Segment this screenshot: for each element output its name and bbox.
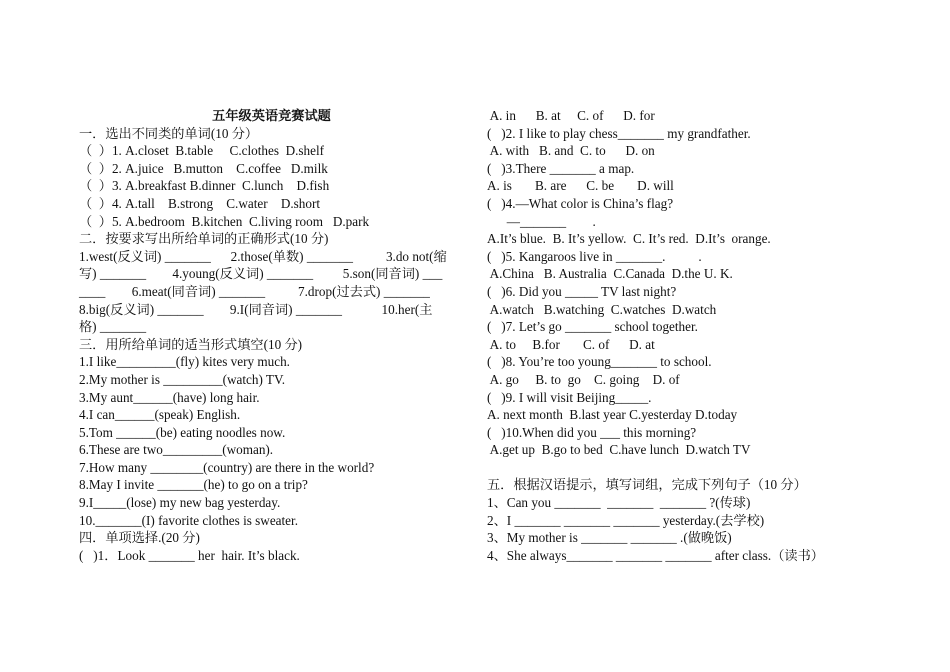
question-line: 2.My mother is _________(watch) TV. [79,371,286,387]
question-line: 4、She always_______ _______ _______ after class.（读书） [487,547,824,563]
question-line: 写) _______ 4.young(反义词) _______ 5.son(同音词) ___ [79,266,443,282]
question-line: ( )7. Let’s go _______ school together. [487,319,698,335]
question-line: 1.I like_________(fly) kites very much. [79,354,290,370]
question-line: 6.These are two_________(woman). [79,442,274,458]
question-line: A. go B. to go C. going D. of [487,371,680,387]
question-line: 格) _______ [79,319,147,335]
question-line: 8.big(反义词) _______ 9.I(同音词) _______ 10.her(主 [79,301,433,317]
question-line: （ ）2. A.juice B.mutton C.coffee D.milk [79,160,328,176]
question-line: A.get up B.go to bed C.have lunch D.watch TV [487,442,751,458]
section1-heading: 一．选出不同类的单词(10 分） [79,125,259,141]
question-line: ( )3.There _______ a map. [487,160,635,176]
section5-heading: 五．根据汉语提示，填写词组，完成下列句子（10 分） [487,477,807,493]
section2-heading: 二．按要求写出所给单词的正确形式(10 分) [79,231,329,247]
question-line: A. in B. at C. of D. for [487,108,655,123]
question-line: ( )8. You’re too young_______ to school. [487,354,712,370]
question-line: （ ）3. A.breakfast B.dinner C.lunch D.fish [79,178,330,194]
right-column [487,107,867,564]
question-line: 7.How many ________(country) are there in the world? [79,459,375,475]
question-line: ( )4.—What color is China’s flag? [487,195,674,211]
question-line: 5.Tom ______(be) eating noodles now. [79,424,286,440]
question-line: ( )1．Look _______ her hair. It’s black. [79,547,300,563]
question-line: 2、I _______ _______ _______ yesterday.(去学校) [487,512,765,528]
question-line: A.watch B.watching C.watches D.watch [487,301,717,317]
section2-list [79,248,464,336]
section1-list [79,142,464,230]
page-title: 五年级英语竞赛试题 [212,108,331,123]
question-line: 8.May I invite _______(he) to go on a trip? [79,477,308,493]
question-line: ( )9. I will visit Beijing_____. [487,389,652,405]
question-line: ( )5. Kangaroos live in _______. . [487,248,702,264]
left-column [79,107,464,564]
question-line: 10._______(I) favorite clothes is sweater. [79,512,298,528]
question-line: 3.My aunt______(have) long hair. [79,389,260,405]
question-line: A. is B. are C. be D. will [487,178,674,194]
section5-list [487,494,867,564]
section4-continued [487,107,867,459]
question-line: 1、Can you _______ _______ _______ ?(传球) [487,495,751,511]
question-line: —_______ . [487,213,596,229]
question-line: 1.west(反义词) _______ 2.those(单数) _______ 3.do not(缩 [79,248,447,264]
question-line: 4.I can______(speak) English. [79,407,241,423]
section3-heading: 三．用所给单词的适当形式填空(10 分) [79,336,303,352]
section3-list [79,353,464,529]
question-line: （ ）1. A.closet B.table C.clothes D.shelf [79,143,325,159]
question-line: 9.I_____(lose) my new bag yesterday. [79,495,281,511]
question-line: （ ）4. A.tall B.strong C.water D.short [79,195,321,211]
question-line: A.It’s blue. B. It’s yellow. C. It’s red. D.It’s orange. [487,231,771,247]
question-line: A.China B. Australia C.Canada D.the U. K. [487,266,733,282]
question-line: A. to B.for C. of D. at [487,336,655,352]
question-line: A. next month B.last year C.yesterday D.today [487,407,738,423]
question-line: ( )2. I like to play chess_______ my grandfather. [487,125,751,141]
spacer [487,459,867,477]
section4-heading: 四．单项选择.(20 分) [79,530,200,546]
question-line: ( )6. Did you _____ TV last night? [487,283,677,299]
question-line: 3、My mother is _______ _______ .(做晚饭) [487,530,732,546]
question-line: A. with B. and C. to D. on [487,143,655,159]
question-line: ( )10.When did you ___ this morning? [487,424,697,440]
question-line: ____ 6.meat(同音词) _______ 7.drop(过去式) _______ [79,283,430,299]
question-line: （ ）5. A.bedroom B.kitchen C.living room D.park [79,213,370,229]
